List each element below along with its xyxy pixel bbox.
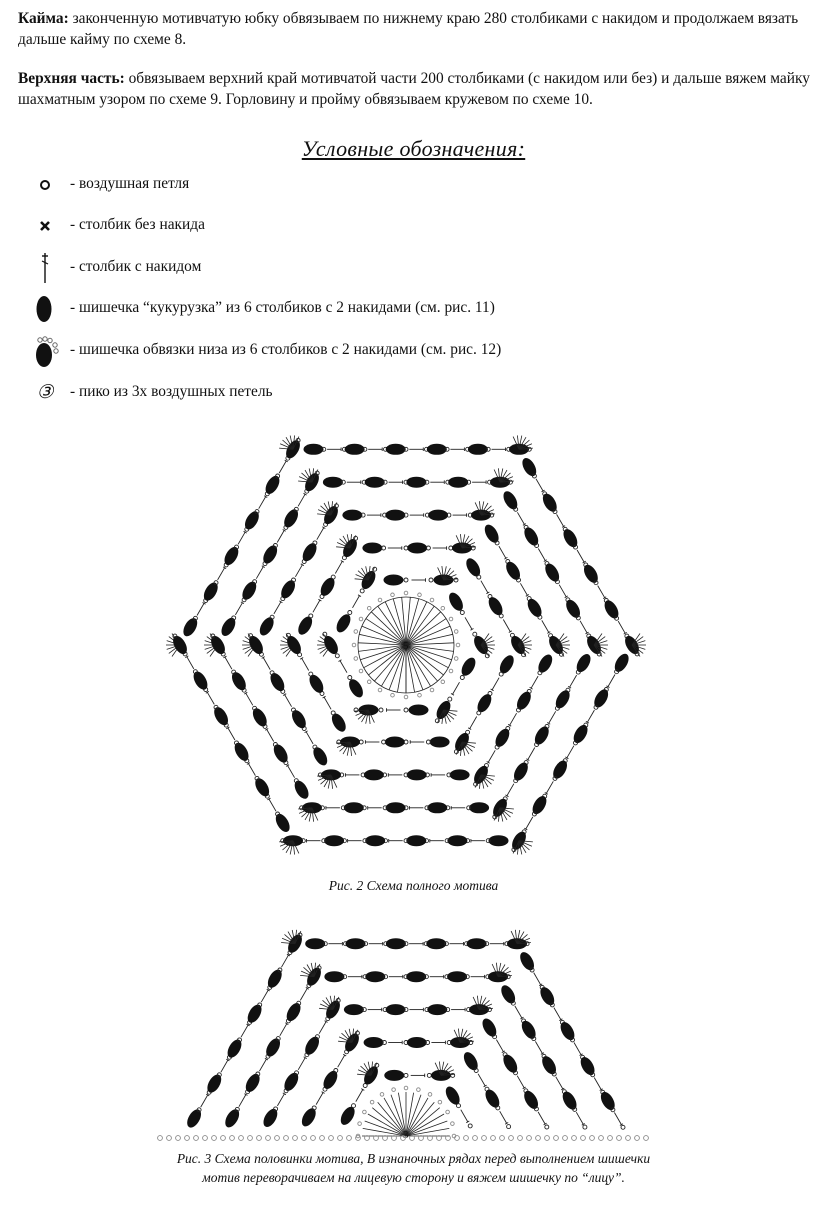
double-crochet-mark: [535, 1041, 542, 1053]
double-crochet-mark: [239, 1095, 246, 1107]
bobble-mark: [342, 510, 362, 521]
double-crochet-mark: [225, 657, 232, 669]
double-crochet-mark: [576, 1112, 583, 1124]
double-crochet-mark: [461, 1110, 468, 1122]
bobble-mark: [428, 510, 448, 521]
double-crochet-mark: [499, 546, 506, 558]
bobble-mark: [427, 444, 447, 455]
double-crochet-mark: [277, 1094, 284, 1106]
chain-stitch-mark: [378, 598, 382, 602]
double-crochet-mark: [598, 586, 605, 598]
double-crochet-mark: [515, 1006, 522, 1018]
bobble-mark: [362, 543, 382, 554]
bobble-mark: [365, 477, 385, 488]
double-crochet-mark: [574, 1043, 581, 1055]
chain-stitch-mark: [230, 1136, 235, 1141]
chain-stitch-mark: [248, 1136, 253, 1141]
chain-stitch-mark: [441, 680, 445, 684]
double-crochet-mark: [259, 497, 266, 509]
chain-stitch-mark: [185, 1136, 190, 1141]
bobble-mark: [385, 737, 405, 748]
half-motif-diagram: [150, 900, 662, 1144]
chain-stitch-mark: [417, 1088, 421, 1092]
double-crochet-mark: [338, 1055, 345, 1067]
kaima-paragraph: [18, 8, 810, 50]
double-crochet-mark: [197, 603, 204, 615]
chain-stitch-mark: [545, 1125, 549, 1129]
single-crochet-icon: [28, 211, 64, 241]
bobble-mark: [344, 1004, 364, 1015]
chain-stitch-mark: [644, 1136, 649, 1141]
double-crochet-mark: [557, 514, 564, 526]
double-crochet-mark: [577, 550, 584, 562]
chain-stitch-mark: [590, 1136, 595, 1141]
double-crochet-mark: [520, 583, 527, 595]
fan-stitch-mark: [371, 612, 406, 645]
double-crochet-mark: [285, 695, 292, 707]
bobble-mark: [305, 938, 325, 949]
bobble-mark: [407, 769, 427, 780]
double-crochet-mark: [316, 1093, 323, 1105]
chain-stitch-mark: [454, 630, 458, 634]
double-crochet-mark: [538, 1112, 545, 1124]
chain-stitch-mark: [438, 1100, 442, 1104]
double-crochet-mark: [594, 1078, 601, 1090]
bobble-mark: [446, 590, 466, 613]
double-crochet-mark: [567, 746, 574, 758]
bobble-mark: [430, 737, 450, 748]
center-label: 5: [403, 640, 409, 652]
double-crochet-mark: [281, 955, 288, 967]
chain-stitch-mark: [239, 1136, 244, 1141]
double-crochet-mark: [478, 1074, 485, 1086]
bobble-mark: [384, 575, 404, 586]
double-crochet-mark: [238, 532, 245, 544]
double-crochet-mark: [218, 568, 225, 580]
double-crochet-mark: [554, 1008, 561, 1020]
legend-text-double-crochet: - столбик с накидом: [70, 258, 202, 275]
bobble-mark: [427, 802, 447, 813]
bobble-mark: [386, 1004, 406, 1015]
chain-stitch-mark: [509, 1136, 514, 1141]
double-crochet-mark: [528, 748, 535, 760]
bobble-mark: [365, 971, 385, 982]
double-crochet-mark: [300, 988, 307, 1000]
bobble-mark: [490, 477, 510, 488]
chain-stitch-mark: [348, 611, 352, 615]
chain-stitch-mark: [266, 1136, 271, 1141]
double-crochet-mark: [302, 658, 309, 670]
double-crochet-mark: [531, 676, 538, 688]
double-crochet-mark: [277, 530, 284, 542]
chain-stitch-mark: [404, 591, 408, 595]
chain-stitch-mark: [518, 1136, 523, 1141]
chain-stitch-mark: [221, 1136, 226, 1141]
legend-row-double-crochet: [28, 253, 728, 283]
bobble-mark: [468, 444, 488, 455]
chain-stitch-mark: [338, 1136, 343, 1141]
chain-stitch-mark: [370, 1100, 374, 1104]
chain-stitch-mark: [451, 1122, 455, 1126]
double-crochet-mark: [221, 1060, 228, 1072]
chain-stitch-mark: [212, 1136, 217, 1141]
chain-stitch-mark: [354, 657, 358, 661]
double-crochet-mark: [335, 561, 342, 573]
double-crochet-mark: [317, 528, 324, 540]
double-crochet-mark: [306, 732, 313, 744]
chain-stitch-mark: [418, 693, 422, 697]
bobble-mark: [406, 477, 426, 488]
double-crochet-mark: [201, 1095, 208, 1107]
fig2-caption: Рис. 2 Схема полного мотива: [328, 878, 499, 893]
fig3-caption-line2: мотив переворачиваем на лицевую сторону и вяжем шишечку по “лицу”.: [202, 1170, 625, 1185]
double-crochet-mark: [492, 678, 499, 690]
center-label: 3: [403, 1129, 409, 1141]
bobble-mark: [344, 802, 364, 813]
legend-row-picot: [28, 378, 728, 408]
double-crochet-mark: [313, 600, 320, 612]
chain-stitch-mark: [359, 617, 363, 621]
double-crochet-mark: [267, 729, 274, 741]
chain-stitch-mark: [331, 575, 335, 579]
bobble-mark: [346, 938, 366, 949]
chain-stitch-mark: [176, 1136, 181, 1141]
chain-stitch-mark: [391, 693, 395, 697]
double-crochet-mark: [570, 675, 577, 687]
full-motif-diagram: [150, 418, 662, 872]
chain-stitch-mark: [608, 1136, 613, 1141]
top-part-label: Верхняя часть:: [18, 70, 125, 87]
chain-stitch-mark: [563, 1136, 568, 1141]
bobble-mark: [431, 1070, 451, 1081]
legend-row-chain: [28, 170, 728, 200]
double-crochet-mark: [556, 1077, 563, 1089]
bobble-mark: [364, 1037, 384, 1048]
chain-stitch-mark: [275, 1136, 280, 1141]
bobble-mark: [365, 835, 385, 846]
double-crochet-mark: [546, 781, 553, 793]
double-crochet-mark: [295, 565, 302, 577]
chain-stitch-mark: [352, 643, 356, 647]
chain-stitch-mark: [309, 672, 313, 676]
double-crochet-mark: [246, 693, 253, 705]
double-crochet-mark: [536, 479, 543, 491]
double-crochet-mark: [259, 1059, 266, 1071]
chain-stitch-mark: [482, 1136, 487, 1141]
bobble-mark: [450, 769, 470, 780]
chain-stitch-mark: [455, 1136, 460, 1141]
double-crochet-mark: [319, 1022, 326, 1034]
double-crochet-mark: [274, 602, 281, 614]
bobble-mark: [507, 938, 527, 949]
bobble-mark: [334, 612, 354, 635]
kaima-label: Кайма:: [18, 10, 69, 27]
chain-stitch-mark: [404, 578, 408, 582]
bobble-mark: [407, 543, 427, 554]
double-crochet-mark: [288, 766, 295, 778]
double-crochet-mark: [241, 1025, 248, 1037]
chain-stitch-mark: [572, 1136, 577, 1141]
chain-stitch-mark: [404, 708, 408, 712]
picot-icon: ③: [36, 382, 54, 403]
double-crochet-mark: [614, 1113, 621, 1125]
bobble-mark: [406, 971, 426, 982]
chain-stitch-mark: [418, 593, 422, 597]
bobble-mark: [467, 938, 487, 949]
double-crochet-mark: [340, 661, 347, 673]
double-crochet-mark: [608, 675, 615, 687]
legend-text-chain: - воздушная петля: [70, 175, 190, 192]
double-crochet-mark: [526, 817, 533, 829]
double-crochet-mark: [618, 621, 625, 633]
double-crochet-mark: [261, 990, 268, 1002]
chain-stitch-mark: [441, 606, 445, 610]
double-crochet-mark: [500, 1111, 507, 1123]
double-crochet-mark: [517, 512, 524, 524]
popcorn-bobble-icon: [28, 294, 64, 324]
double-crochet-mark: [510, 713, 517, 725]
chain-stitch-mark: [456, 643, 460, 647]
bobble-mark: [386, 802, 406, 813]
chain-stitch-mark: [427, 1073, 431, 1077]
chain-stitch-mark: [448, 697, 452, 701]
legend-text-popcorn: - шишечка “кукурузка” из 6 столбиков с 2 накидами (см. рис. 11): [70, 299, 495, 316]
chain-stitch-mark: [617, 1136, 622, 1141]
double-crochet-mark: [587, 710, 594, 722]
chain-stitch-mark: [203, 1136, 208, 1141]
chain-stitch-mark: [428, 1093, 432, 1097]
bobble-mark: [406, 835, 426, 846]
bobble-mark: [426, 938, 446, 949]
chain-stitch-mark: [311, 1136, 316, 1141]
chain-stitch-mark: [499, 672, 503, 676]
bobble-mark: [346, 677, 366, 700]
chain-stitch-mark: [367, 606, 371, 610]
chain-stitch-mark: [378, 688, 382, 692]
double-crochet-mark: [235, 603, 242, 615]
double-crochet-mark: [280, 1024, 287, 1036]
double-crochet-mark: [542, 620, 549, 632]
chain-stitch-mark: [583, 1125, 587, 1129]
chain-stitch-mark: [194, 1136, 199, 1141]
double-crochet-mark: [228, 728, 235, 740]
chain-stitch-mark: [460, 611, 464, 615]
chain-stitch-mark: [167, 1136, 172, 1141]
bobble-mark: [386, 444, 406, 455]
chain-stitch-mark: [257, 1136, 262, 1141]
legend-row-single-crochet: [28, 211, 728, 241]
top-part-text: обвязываем верхний край мотивчатой части 200 столбиками (с накидом или без) и дальше вяжем майку шахматным узором по схеме 9. Горловину и пройму обвязываем кружевом по схеме 10.: [18, 70, 810, 108]
double-crochet-icon: [28, 251, 64, 285]
chain-stitch-mark: [446, 1110, 450, 1114]
double-crochet-mark: [517, 1076, 524, 1088]
chain-stitch-mark: [473, 632, 477, 636]
chain-stitch-mark: [367, 680, 371, 684]
chain-stitch-mark: [527, 1136, 532, 1141]
double-crochet-mark: [465, 617, 472, 629]
chain-stitch-mark: [363, 1110, 367, 1114]
double-crochet-mark: [256, 567, 263, 579]
bobble-mark: [489, 835, 509, 846]
double-crochet-mark: [248, 764, 255, 776]
chain-stitch-mark: [359, 669, 363, 673]
bobble-mark: [384, 1070, 404, 1081]
bobble-mark: [323, 477, 343, 488]
legend-text-edge-bobble: - шишечка обвязки низа из 6 столбиков с 2 накидами (см. рис. 12): [70, 341, 502, 358]
chain-stitch-mark: [477, 711, 481, 715]
double-crochet-mark: [549, 711, 556, 723]
chain-stitch-mark: [473, 1136, 478, 1141]
chain-stitch-mark: [348, 676, 352, 680]
chain-stitch-mark: [491, 1136, 496, 1141]
chain-stitch-mark: [460, 676, 464, 680]
chain-stitch-mark: [621, 1125, 625, 1129]
bobble-mark: [427, 1004, 447, 1015]
chain-stitch-mark: [499, 614, 503, 618]
double-crochet-mark: [488, 750, 495, 762]
chain-stitch-mark: [380, 1093, 384, 1097]
double-crochet-mark: [187, 657, 194, 669]
double-crochet-mark: [470, 717, 477, 729]
double-crochet-mark: [269, 799, 276, 811]
double-crochet-mark: [496, 1040, 503, 1052]
double-crochet-mark: [298, 494, 305, 506]
double-crochet-mark: [453, 682, 460, 694]
double-crochet-mark: [534, 973, 541, 985]
chain-stitch-mark: [429, 578, 433, 582]
chain-stitch-mark: [329, 1136, 334, 1141]
kaima-text: законченную мотивчатую юбку обвязываем по нижнему краю 280 столбиками с накидом и продолжаем вязать дальше кайму по схеме 8.: [18, 10, 799, 48]
chain-stitch-mark: [347, 1136, 352, 1141]
double-crochet-mark: [356, 1090, 363, 1102]
chain-stitch-mark: [635, 1136, 640, 1141]
bobble-mark: [488, 971, 508, 982]
chain-stitch-mark: [500, 1136, 505, 1141]
legend-title: Условные обозначения:: [301, 136, 526, 161]
top-part-paragraph: [18, 68, 810, 110]
chain-stitch-mark: [545, 1136, 550, 1141]
chain-stitch-mark: [302, 1136, 307, 1141]
double-crochet-mark: [559, 585, 566, 597]
chain-stitch-mark: [536, 1136, 541, 1141]
chain-stitch-mark: [464, 1136, 469, 1141]
bobble-mark: [407, 1037, 427, 1048]
chain-stitch-mark: [430, 688, 434, 692]
chain-stitch-mark: [404, 1073, 408, 1077]
chain-stitch-mark: [358, 1122, 362, 1126]
chain-stitch-mark: [360, 589, 364, 593]
chain-stitch-mark: [507, 1125, 511, 1129]
bobble-mark: [345, 444, 365, 455]
chain-stitch-mark: [284, 1136, 289, 1141]
bobble-mark: [447, 835, 467, 846]
bobble-mark: [409, 705, 429, 716]
chain-stitch-mark: [581, 1136, 586, 1141]
legend-row-edge-bobble: [28, 336, 728, 366]
chain-stitch-mark: [379, 708, 383, 712]
edge-bobble-icon: [28, 333, 64, 369]
double-crochet-mark: [580, 621, 587, 633]
bobble-mark: [364, 769, 384, 780]
chain-stitch-mark: [554, 1136, 559, 1141]
double-crochet-mark: [481, 581, 488, 593]
chain-stitch-mark: [320, 1136, 325, 1141]
chain-stitch-mark: [391, 593, 395, 597]
chain-stitch-mark: [335, 654, 339, 658]
bobble-mark: [385, 510, 405, 521]
chain-stitch-mark: [392, 1088, 396, 1092]
legend-text-single-crochet: - столбик без накида: [70, 216, 205, 233]
bobble-mark: [324, 835, 344, 846]
chain-stitch-icon: [28, 170, 64, 200]
chain-stitch-mark: [293, 1136, 298, 1141]
chain-stitch-mark: [404, 1086, 408, 1090]
chain-stitch-mark: [331, 711, 335, 715]
bobble-mark: [386, 938, 406, 949]
chain-stitch-mark: [599, 1136, 604, 1141]
bobble-mark: [304, 444, 324, 455]
chain-stitch-mark: [477, 575, 481, 579]
chain-stitch-mark: [352, 1104, 356, 1108]
chain-stitch-mark: [449, 669, 453, 673]
bobble-mark: [448, 477, 468, 488]
legend-row-popcorn: [28, 294, 728, 324]
double-crochet-mark: [538, 549, 545, 561]
double-crochet-mark: [298, 1058, 305, 1070]
chain-stitch-mark: [449, 617, 453, 621]
fan-stitch-mark: [406, 612, 441, 645]
chain-stitch-mark: [354, 630, 358, 634]
bobble-mark: [469, 802, 489, 813]
double-crochet-mark: [207, 692, 214, 704]
double-crochet-mark: [503, 620, 510, 632]
legend-text-picot: - пико из 3х воздушных петель: [70, 383, 273, 400]
chain-stitch-mark: [468, 1124, 472, 1128]
chain-stitch-mark: [457, 1104, 461, 1108]
bobble-mark: [447, 971, 467, 982]
chain-stitch-mark: [309, 614, 313, 618]
chain-stitch-mark: [430, 598, 434, 602]
chain-stitch-mark: [626, 1136, 631, 1141]
double-crochet-mark: [324, 697, 331, 709]
double-crochet-mark: [279, 461, 286, 473]
double-crochet-mark: [353, 596, 360, 608]
fig3-caption-line1: Рис. 3 Схема половинки мотива, В изнаночных рядах перед выполнением шишечки: [176, 1151, 651, 1166]
double-crochet-mark: [263, 658, 270, 670]
bobble-mark: [459, 655, 479, 678]
double-crochet-mark: [507, 784, 514, 796]
bobble-mark: [324, 971, 344, 982]
chain-stitch-mark: [454, 657, 458, 661]
chain-stitch-mark: [158, 1136, 163, 1141]
chain-stitch-mark: [404, 695, 408, 699]
